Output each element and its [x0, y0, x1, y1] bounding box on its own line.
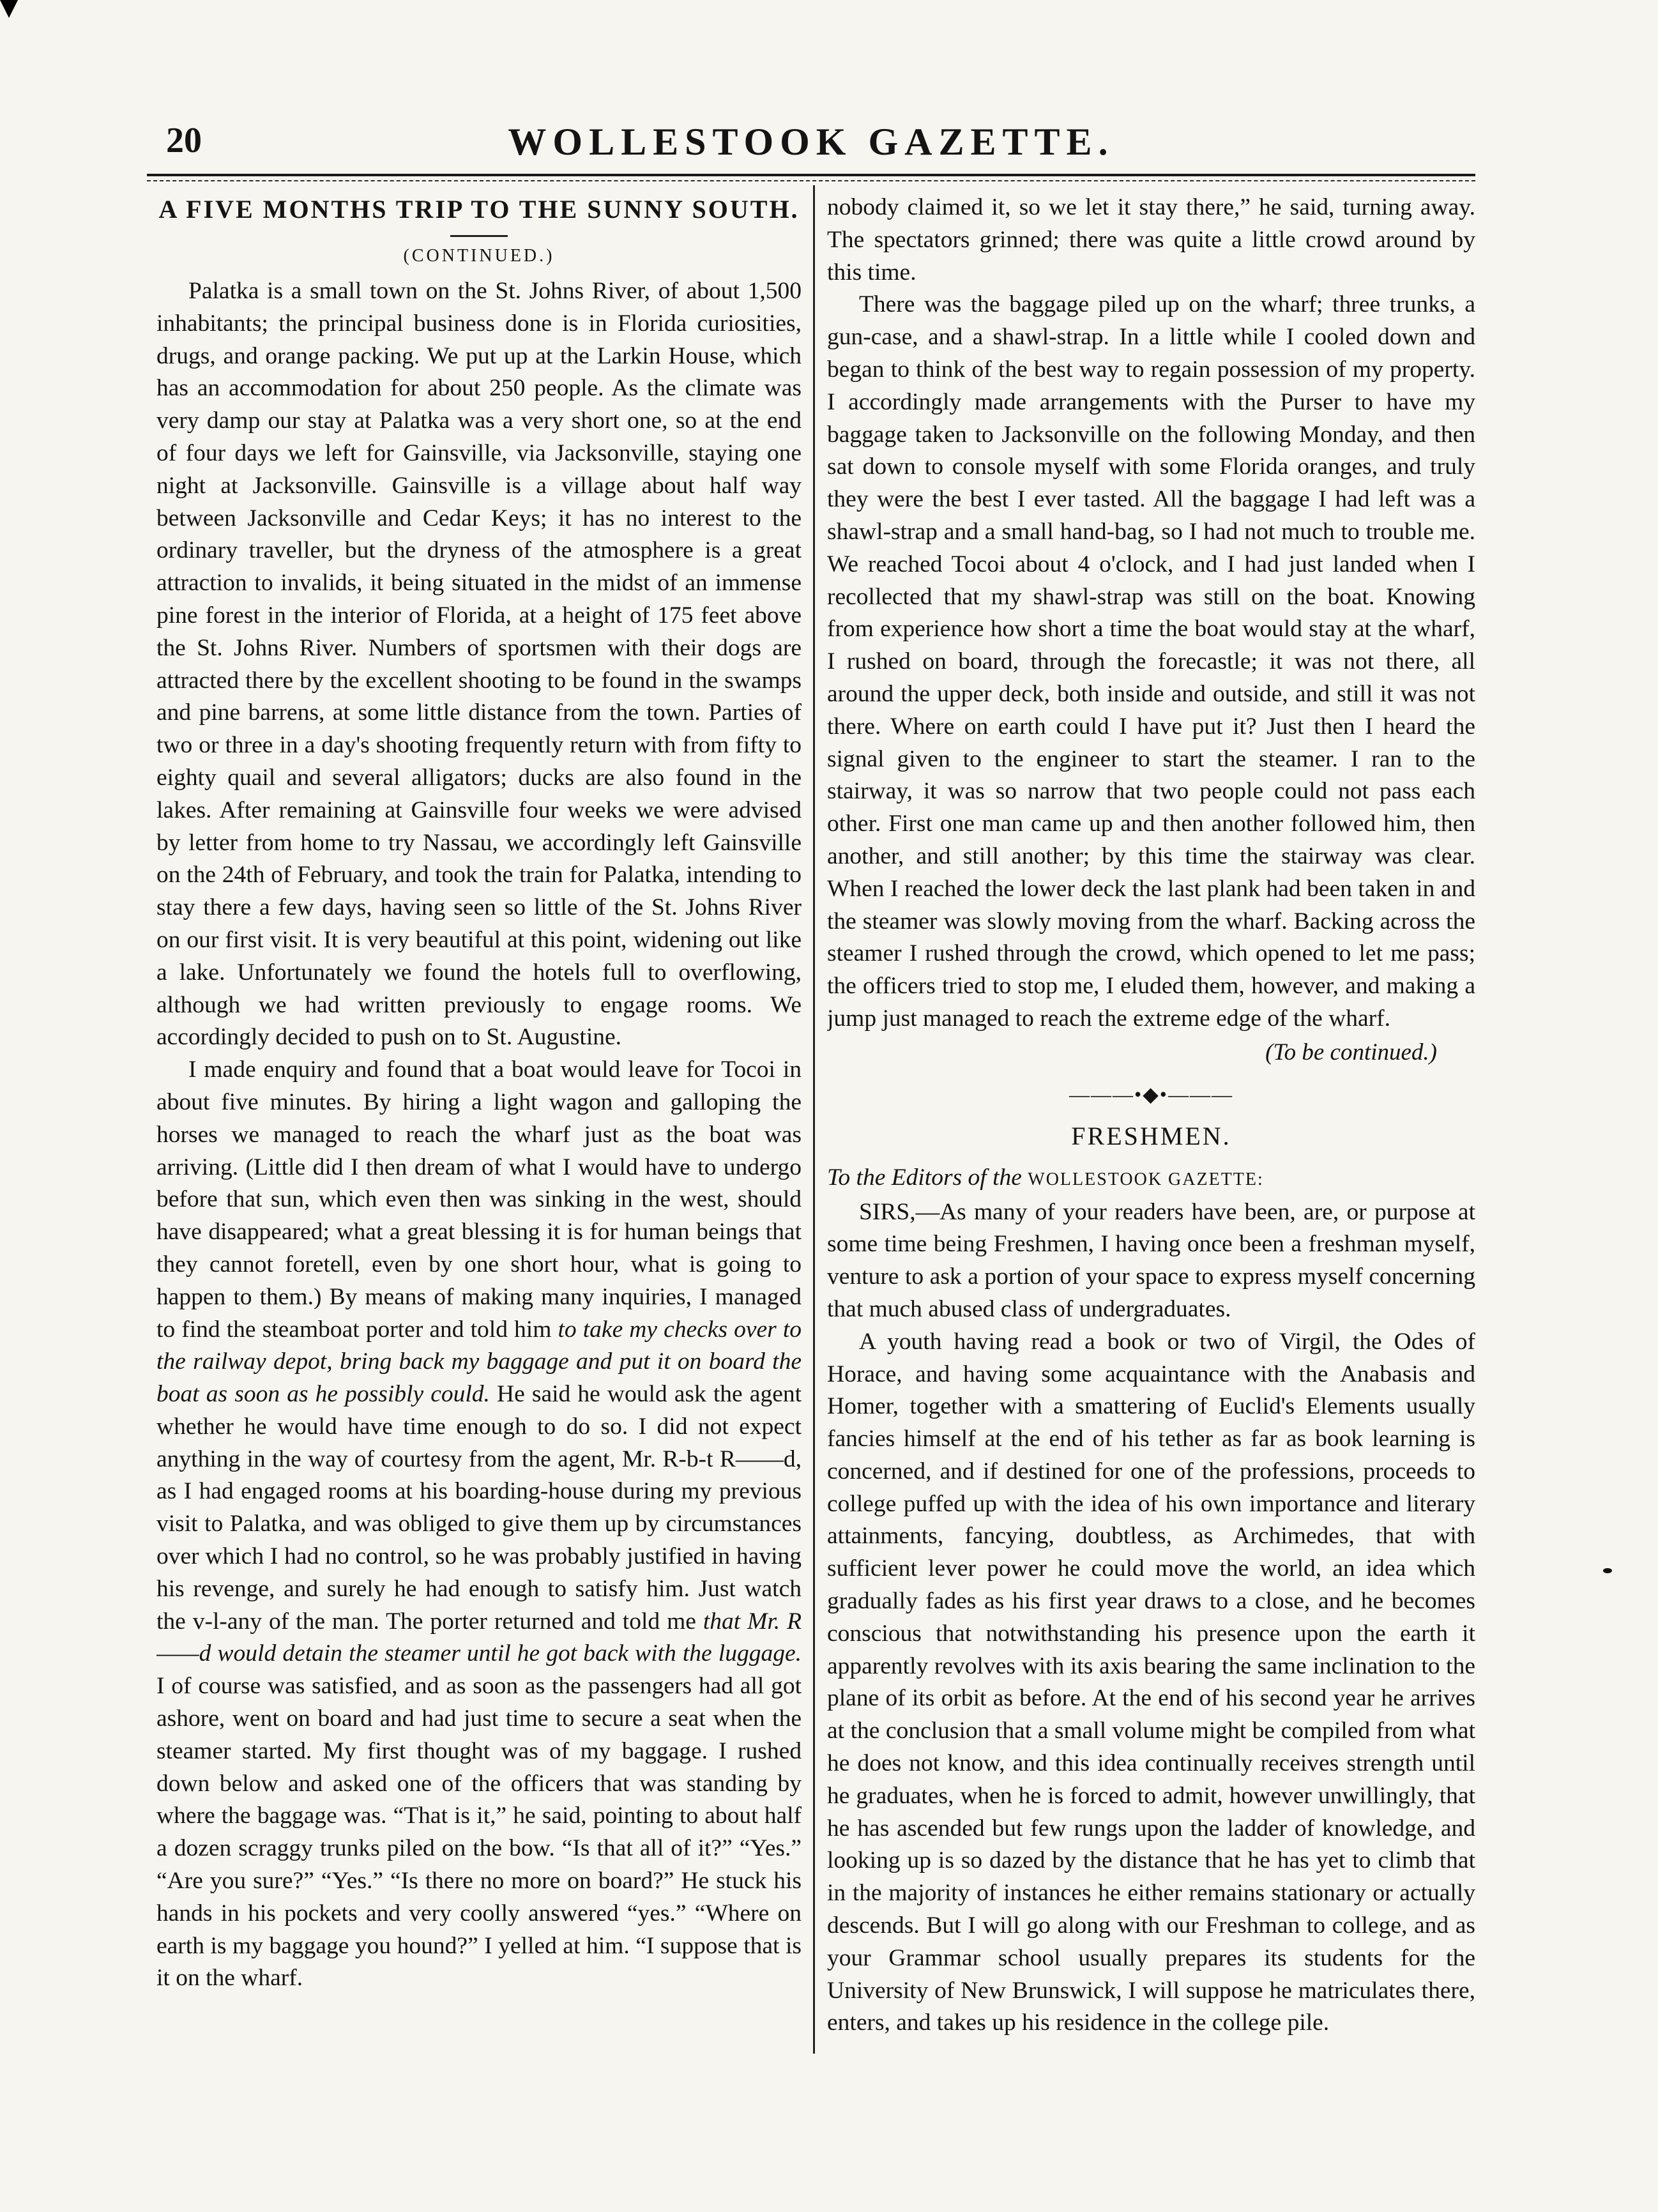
corner-mark-icon [0, 0, 18, 18]
paragraph-text: I made enquiry and found that a boat would leave for Tocoi in about five minutes. By hiring a light wagon and galloping the horses we managed to reach the wharf just as the boat was arriving. (Little did I then dream of what I would have to undergo before that sun, which even then was sinking in the west, should have disappeared; what a great blessing it is for human beings that they cannot foretell, even by one short hour, what is going to happen to them.) By means of making many inquiries, I managed to find the steamboat porter and told him [156, 1056, 802, 1343]
freshmen-title: FRESHMEN. [1071, 1121, 1231, 1150]
letter-paragraph: SIRS,—As many of your readers have been, are, or purpose at some time being Freshmen, I having once been a freshman myself, venture to ask a portion of your space to express myself concerning that much abused class of undergraduates. [827, 1198, 1475, 1322]
salutation-paper-name: WOLLESTOOK GAZETTE: [1028, 1169, 1264, 1189]
paragraph-text: I of course was satisfied, and as soon as the passengers had all got ashore, went on board and had just time to secure a seat when the steamer started. My first thought was of my baggage. I rushed down below and asked one of the officers that was standing by where the baggage was. “That is it,” he said, pointing to about half a dozen scraggy trunks piled on the bow. “Is that all of it?” “Yes.” “Are you sure?” “Yes.” “Is there no more on board?” He stuck his hands in his pockets and very coolly answered “yes.” “Where on earth is my baggage you hound?” I yelled at him. “I suppose that is it on the wharf. [156, 1673, 802, 1992]
article-title: A FIVE MONTHS TRIP TO THE SUNNY SOUTH. [158, 195, 800, 224]
article-paragraph [156, 1054, 802, 1995]
ink-speck-icon [1603, 1568, 1612, 1573]
page-header [147, 120, 1475, 178]
right-column [827, 192, 1475, 2057]
italic-reply: that Mr. R——d would detain the steamer until he got back with the luggage. [156, 1608, 802, 1667]
masthead: WOLLESTOOK GAZETTE. [508, 121, 1114, 163]
header-rule [147, 174, 1475, 176]
article-paragraph: nobody claimed it, so we let it stay there,” he said, turning away. The spectators grinned; there was quite a little crowd around by this time. [827, 194, 1475, 286]
to-be-continued: (To be continued.) [1265, 1039, 1437, 1065]
salutation-text: To the Editors of the [827, 1164, 1022, 1191]
page-number: 20 [166, 121, 202, 160]
letter-paragraph: A youth having read a book or two of Virgil, the Odes of Horace, and having some acquaintance with the Anabasis and Homer, together with a smattering of Euclid's Elements usually fancies himself at the end of his tether as far as book learning is concerned, and if destined for one of the professions, proceeds to college puffed up with the idea of his own importance and literary attainments, fancying, doubtless, as Archimedes, that with sufficient lever power he could move the world, an idea which gradually fades as his first year draws to a close, and he becomes conscious that notwithstanding his presence upon the earth it apparently revolves with its axis bearing the same inclination to the plane of its orbit as before. At the end of his second year he arrives at the conclusion that a small volume might be compiled from what he does not know, and this idea continually receives strength until he graduates, when he is forced to admit, however unwillingly, that he has ascended but few rungs upon the ladder of knowledge, and looking up is so dazed by the distance that he has yet to climb that in the majority of instances he either remains stationary or actually descends. But I will go along with our Freshman to college, and as your Grammar school usually prepares its students for the University of New Brunswick, I will suppose he matriculates there, enters, and takes up his residence in the college pile. [827, 1328, 1475, 2036]
article-paragraph: Palatka is a small town on the St. Johns River, of about 1,500 inhabitants; the principal business done is in Florida curiosities, drugs, and orange packing. We put up at the Larkin House, which has an accommodation for about 250 people. As the climate was very damp our stay at Palatka was a very short one, so at the end of four days we left for Gainsville, via Jacksonville, staying one night at Jacksonville. Gainsville is a village about half way between Jacksonville and Cedar Keys; it has no interest to the ordinary traveller, but the dryness of the atmosphere is a great attraction to invalids, it being situated in the midst of an immense pine forest in the interior of Florida, at a height of 175 feet above the St. Johns River. Numbers of sportsmen with their dogs are attracted there by the excellent shooting to be found in the swamps and pine barrens, at some little distance from the town. Parties of two or three in a day's shooting frequently return with from fifty to eighty quail and several alligators; ducks are also found in the lakes. After remaining at Gainsville four weeks we were advised by letter from home to try Nassau, we accordingly left Gainsville on the 24th of February, and took the train for Palatka, intending to stay there a few days, having seen so little of the St. Johns River on our first visit. It is very beautiful at this point, widening out like a lake. Unfortunately we found the hotels full to overflowing, although we had written previously to engage rooms. We accordingly decided to push on to St. Augustine. [156, 278, 802, 1051]
italic-instruction: to take my checks over to the railway depot, bring back my baggage and put it on board the boat as soon as he possibly could. [156, 1316, 802, 1408]
title-rule [450, 235, 508, 237]
continued-label: (CONTINUED.) [403, 246, 555, 266]
paragraph-text: He said he would ask the agent whether he would have time enough to do so. I did not expect anything in the way of courtesy from the agent, Mr. R-b-t R——d, as I had engaged rooms at his boarding-house during my previous visit to Palatka, and was obliged to give them up by circumstances over which I had no control, so he was probably justified in having his revenge, and surely he had enough to satisfy him. Just watch the v-l-any of the man. The porter returned and told me [156, 1381, 802, 1635]
ornament-divider-icon: ———•◆•——— [1069, 1082, 1233, 1106]
column-divider [813, 185, 815, 2054]
left-column [156, 192, 802, 2057]
article-paragraph: There was the baggage piled up on the wharf; three trunks, a gun-case, and a shawl-strap. In a little while I cooled down and began to think of the best way to regain possession of my property. I accordingly made arrangements with the Purser to have my baggage taken to Jacksonville on the following Monday, and then sat down to console myself with some Florida oranges, and truly they were the best I ever tasted. All the baggage I had left was a shawl-strap and a small hand-bag, so I had not much to trouble me. We reached Tocoi about 4 o'clock, and I had just landed when I recollected that my shawl-strap was still on the boat. Knowing from experience how short a time the boat would stay at the wharf, I rushed on board, through the forecastle; it was not there, all around the upper deck, both inside and outside, and still it was not there. Where on earth could I have put it? Just then I heard the signal given to the engineer to start the steamer. I ran to the stairway, it was so narrow that two people could not pass each other. First one man came up and then another followed him, then another, and still another; by this time the stairway was clear. When I reached the lower deck the last plank had been taken in and the steamer was slowly moving from the wharf. Backing across the steamer I rushed through the crowd, which opened to let me pass; the officers tried to stop me, I eluded them, however, and making a jump just managed to reach the extreme edge of the wharf. [827, 291, 1475, 1032]
salutation [827, 1162, 1475, 1196]
header-rule-dashed [147, 180, 1475, 181]
